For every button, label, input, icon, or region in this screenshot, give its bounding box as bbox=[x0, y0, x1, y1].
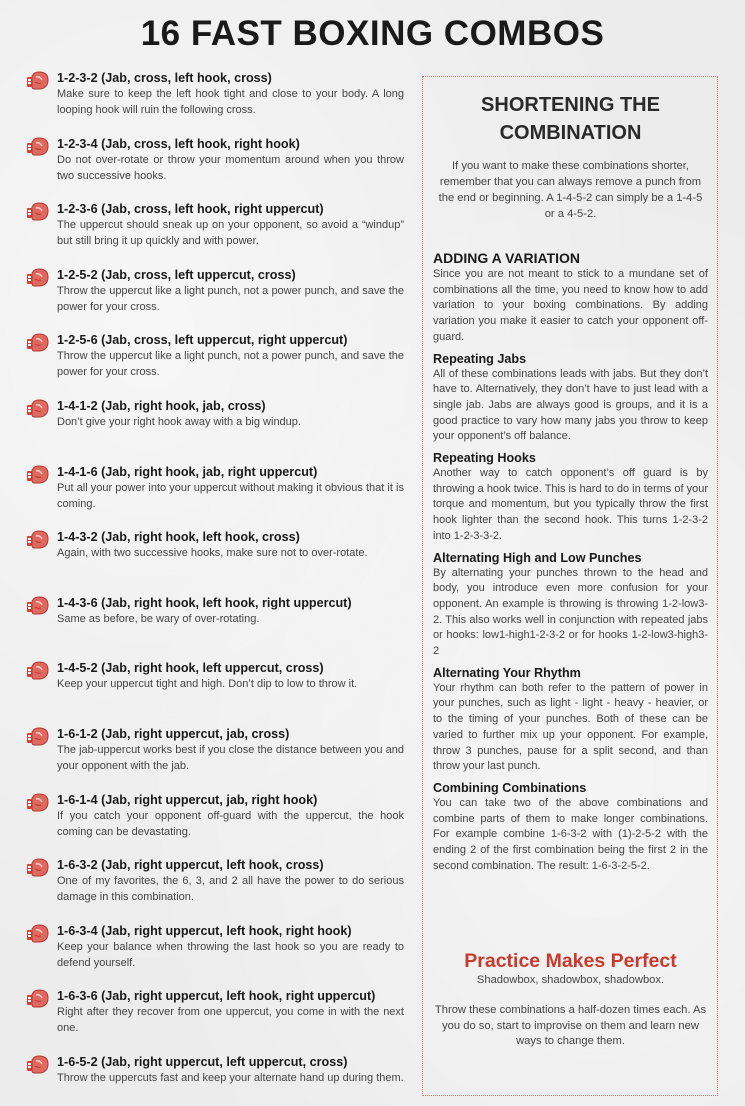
combo-description: Make sure to keep the left hook tight and close to your body. A long looping hook will ruin the following cross. bbox=[57, 88, 404, 116]
combo-description: Don’t give your right hook away with a big windup. bbox=[57, 415, 301, 428]
combo-item bbox=[26, 923, 406, 989]
combo-item bbox=[26, 267, 406, 333]
section-text: By alternating your punches thrown to the head and body, you introduce even more confusion for your opponent. An example is throwing is throwing 1-2-low3-2. This also works well in conjunction with repeated jabs or hooks: low1-high1-2-3-2 or for hooks 1-2-low3-high3-2 bbox=[433, 566, 708, 658]
boxing-glove-icon bbox=[26, 202, 50, 222]
combo-description: The jab-uppercut works best if you close the distance between you and your opponent with the jab. bbox=[57, 743, 404, 772]
boxing-glove-icon bbox=[26, 727, 50, 747]
combo-description: Right after they recover from one uppercut, you come in with the next one. bbox=[57, 1006, 404, 1035]
combo-heading: 1-4-3-6 (Jab, right hook, left hook, right uppercut) bbox=[57, 595, 352, 610]
boxing-glove-icon bbox=[26, 268, 50, 288]
boxing-glove-icon bbox=[26, 71, 50, 91]
adding-variation-text: Since you are not meant to stick to a mundane set of combinations all the time, you need to know how to add variation to your boxing combinations. By adding variation you make it easier to catch your opponent off-guard. bbox=[433, 268, 708, 343]
combo-description: Throw the uppercuts fast and keep your alternate hand up during them. bbox=[57, 1071, 404, 1084]
variation-sections bbox=[433, 249, 708, 875]
combo-heading: 1-4-1-6 (Jab, right hook, jab, right uppercut) bbox=[57, 464, 318, 479]
combo-heading: 1-4-1-2 (Jab, right hook, jab, cross) bbox=[57, 398, 266, 413]
combo-heading: 1-6-3-2 (Jab, right uppercut, left hook, cross) bbox=[57, 858, 324, 873]
combo-description: Keep your uppercut tight and high. Don’t dip to low to throw it. bbox=[57, 678, 358, 691]
boxing-glove-icon bbox=[26, 333, 50, 353]
combo-item bbox=[26, 726, 406, 792]
combo-description: Again, with two successive hooks, make sure not to over-rotate. bbox=[57, 547, 368, 560]
section-text: You can take two of the above combinations and combine parts of them to make longer combinations. For example combine 1-6-3-2 with (1)-2-5-2 with the ending 2 of the first combination being the first 2 in the second combination. The result: 1-6-3-2-5-2. bbox=[433, 796, 708, 872]
combo-item bbox=[26, 857, 406, 923]
combo-item bbox=[26, 136, 406, 202]
boxing-glove-icon bbox=[26, 596, 50, 616]
combo-item bbox=[26, 464, 406, 530]
boxing-glove-icon bbox=[26, 1055, 50, 1075]
shortening-text: If you want to make these combinations shorter, remember that you can always remove a punch from the end or beginning. A 1-4-5-2 can simply be a 1-4-5 or a 4-5-2. bbox=[438, 160, 703, 220]
combo-description: Throw the uppercut like a light punch, not a power punch, and save the power for your cross. bbox=[57, 350, 404, 379]
combo-item bbox=[26, 988, 406, 1054]
combo-heading: 1-6-1-2 (Jab, right uppercut, jab, cross) bbox=[57, 726, 290, 741]
section-title: Alternating Your Rhythm bbox=[433, 665, 581, 680]
combo-heading: 1-2-3-2 (Jab, cross, left hook, cross) bbox=[57, 71, 272, 85]
section-title: Repeating Hooks bbox=[433, 451, 536, 466]
combo-item bbox=[26, 398, 406, 464]
section-text: Another way to catch opponent’s off guard is by throwing a hook twice. This is hard to do in terms of your torque and momentum, but you typically throw the first hook lighter than the second hook. This turns 1-2-3-2 into 1-2-3-3-2. bbox=[433, 467, 708, 542]
combo-item bbox=[26, 201, 406, 267]
boxing-glove-icon bbox=[26, 530, 50, 550]
combo-heading: 1-6-1-4 (Jab, right uppercut, jab, right hook) bbox=[57, 792, 318, 807]
combo-item bbox=[26, 1054, 406, 1106]
combo-heading: 1-6-5-2 (Jab, right uppercut, left uppercut, cross) bbox=[57, 1054, 348, 1069]
combo-description: One of my favorites, the 6, 3, and 2 all have the power to do serious damage in this combination. bbox=[57, 875, 404, 904]
combo-item bbox=[26, 595, 406, 661]
combo-heading: 1-4-3-2 (Jab, right hook, left hook, cross) bbox=[57, 530, 300, 545]
boxing-glove-icon bbox=[26, 137, 50, 157]
combo-item bbox=[26, 660, 406, 726]
combo-description: Keep your balance when throwing the last hook so you are ready to defend yourself. bbox=[57, 940, 404, 969]
combo-list bbox=[26, 70, 406, 1106]
combo-item bbox=[26, 70, 406, 136]
page-title: 16 FAST BOXING COMBOS bbox=[140, 14, 605, 53]
combo-item bbox=[26, 332, 406, 398]
combo-item bbox=[26, 529, 406, 595]
adding-variation-title: ADDING A VARIATION bbox=[433, 250, 580, 266]
boxing-glove-icon bbox=[26, 399, 50, 419]
practice-text: Throw these combinations a half-dozen times each. As you do so, start to improvise on them and learn new ways to change them. bbox=[434, 1004, 707, 1047]
boxing-glove-icon bbox=[26, 793, 50, 813]
combo-description: The uppercut should sneak up on your opponent, so avoid a “windup” but still bring it up quickly and with power. bbox=[57, 219, 404, 248]
shortening-title: SHORTENING THE COMBINATION bbox=[481, 94, 660, 144]
boxing-glove-icon bbox=[26, 989, 50, 1009]
practice-subtitle: Shadowbox, shadowbox, shadowbox. bbox=[476, 974, 665, 986]
combo-heading: 1-2-3-6 (Jab, cross, left hook, right uppercut) bbox=[57, 202, 324, 217]
boxing-glove-icon bbox=[26, 924, 50, 944]
combo-description: Same as before, be wary of over-rotating. bbox=[57, 612, 260, 625]
combo-item bbox=[26, 792, 406, 858]
section-text: All of these combinations leads with jabs. But they don’t have to. Alternatively, they don’t have to just lead with a single jab. Jabs are always good is groups, and it is a good practice to vary how many jabs you throw to keep your opponent’s off balance. bbox=[433, 367, 708, 443]
combo-description: Put all your power into your uppercut without making it obvious that it is coming. bbox=[57, 481, 404, 510]
combo-description: If you catch your opponent off-guard with the uppercut, the hook coming can be devastating. bbox=[57, 809, 404, 838]
combo-heading: 1-2-3-4 (Jab, cross, left hook, right hook) bbox=[57, 136, 300, 151]
combo-heading: 1-2-5-6 (Jab, cross, left uppercut, right uppercut) bbox=[57, 333, 348, 348]
combo-heading: 1-6-3-6 (Jab, right uppercut, left hook, right uppercut) bbox=[57, 989, 376, 1004]
section-title: Alternating High and Low Punches bbox=[433, 550, 642, 565]
section-title: Repeating Jabs bbox=[433, 351, 527, 366]
boxing-glove-icon bbox=[26, 661, 50, 681]
section-title: Combining Combinations bbox=[433, 780, 587, 795]
combo-heading: 1-4-5-2 (Jab, right hook, left uppercut, cross) bbox=[57, 661, 324, 676]
boxing-glove-icon bbox=[26, 858, 50, 878]
combo-heading: 1-2-5-2 (Jab, cross, left uppercut, cross) bbox=[57, 267, 296, 282]
tips-panel bbox=[422, 76, 718, 1096]
boxing-glove-icon bbox=[26, 465, 50, 485]
section-text: Your rhythm can both refer to the pattern of power in your punches, such as light - light - heavy - heavier, or to the timing of your punches. Both of these can be varied to further mix up your opponent. For example, throw 3 punches, pause for a split second, and than throw your last punch. bbox=[433, 681, 708, 773]
combo-description: Throw the uppercut like a light punch, not a power punch, and save the power for your cross. bbox=[57, 284, 404, 313]
practice-title: Practice Makes Perfect bbox=[464, 950, 677, 972]
combo-description: Do not over-rotate or throw your momentum around when you throw two successive hooks. bbox=[57, 153, 404, 182]
combo-heading: 1-6-3-4 (Jab, right uppercut, left hook, right hook) bbox=[57, 923, 352, 938]
